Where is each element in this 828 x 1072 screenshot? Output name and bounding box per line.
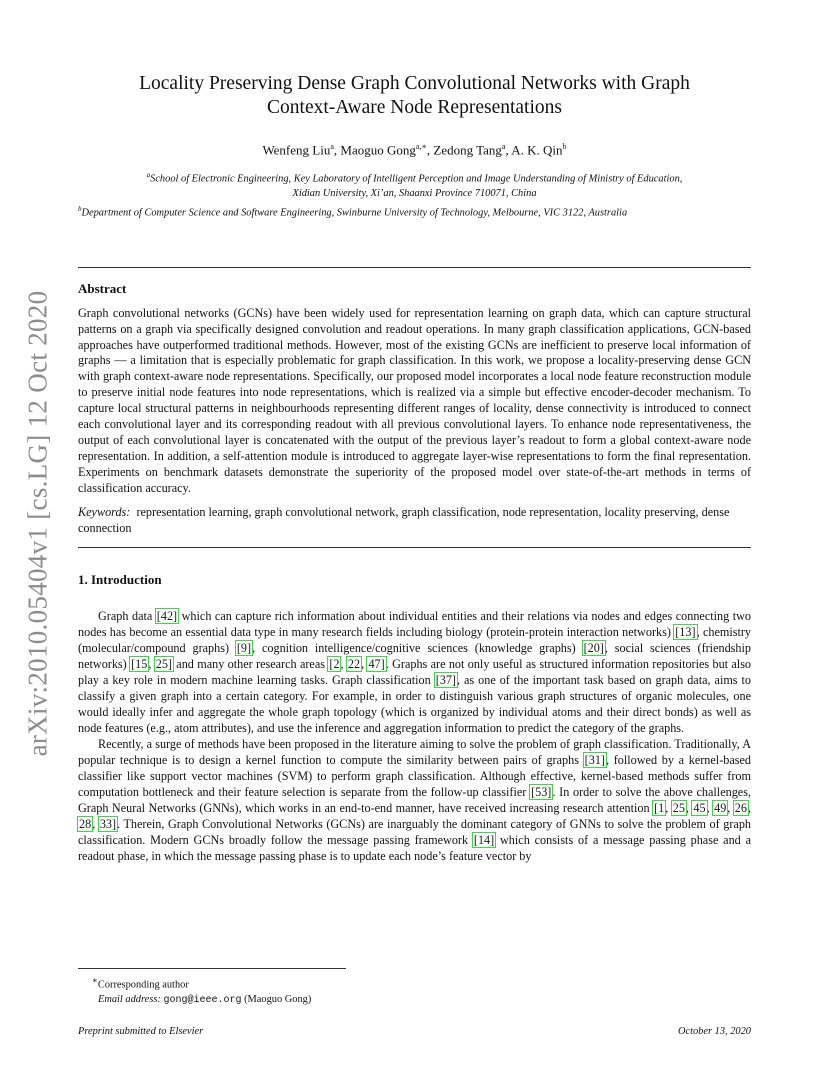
- paragraph-text: ,: [361, 657, 368, 672]
- paragraph-text: ,: [706, 801, 714, 816]
- abstract-top-rule: [78, 267, 751, 268]
- title-line-2: Context-Aware Node Representations: [267, 97, 562, 118]
- citation-link[interactable]: [2: [329, 657, 340, 672]
- paragraph-text: ,: [665, 801, 672, 816]
- email-owner: (Maoguo Gong): [244, 993, 312, 1005]
- paragraph-text: , followed by a kernel-based classifier like support vector machines (SVM) to perform graph classification. Although effective, kernel-based methods suffer from computation bottleneck and their feature selection is separate from the follow-up classifier: [78, 753, 752, 800]
- page-footer: [78, 1026, 751, 1037]
- citation-link[interactable]: [53]: [531, 785, 552, 800]
- footnote-mark: ∗: [92, 975, 98, 985]
- paragraph-text: ,: [148, 657, 155, 672]
- author-affil-mark: a: [501, 142, 506, 151]
- citation-link[interactable]: 45: [693, 801, 706, 816]
- citation-link[interactable]: [9]: [236, 641, 252, 656]
- citation-link[interactable]: 25: [672, 801, 685, 816]
- affiliation-b: [78, 202, 751, 221]
- paragraph-text: ,: [727, 801, 734, 816]
- affiliation-a-line1: School of Electronic Engineering, Key Laboratory of Intelligent Perception and Image Understanding of Ministry of Education,: [150, 173, 683, 185]
- citation-link[interactable]: [13]: [675, 625, 696, 640]
- citation-link[interactable]: 22: [347, 657, 361, 672]
- affiliation-a: [78, 168, 751, 201]
- citation-link[interactable]: 49: [714, 801, 727, 816]
- title-line-1: Locality Preserving Dense Graph Convolutional Networks with Graph: [139, 73, 690, 94]
- citation-link[interactable]: 28: [79, 817, 92, 832]
- intro-paragraph-1: [78, 608, 751, 736]
- keywords-text: representation learning, graph convolutional network, graph classification, node representation, locality preserving, dense connection: [78, 504, 730, 535]
- author-affil-mark: a,∗: [415, 142, 427, 151]
- affiliations: [78, 168, 751, 220]
- paragraph-text: , as one of the important task based on graph data, aims to classify a given graph into a certain category. For example, in order to distinguish various graph structures of organic molecules, one would ideally infer and aggregate the whole graph topology (which is organized by individual atoms and their direct bonds) as well as node features (e.g., atom attributes), and use the inference and aggregation information to predict the category of the graphs.: [78, 673, 751, 736]
- footnote-text: Corresponding author: [97, 979, 189, 991]
- paragraph-text: ,: [747, 801, 752, 816]
- author-name: Zedong Tang: [433, 142, 502, 158]
- paragraph-text: Recently, a surge of methods have been proposed in the literature aiming to solve the problem of graph classification. Traditionally, A popular technique is to design a kernel function to compute the similarity between pairs of graphs: [78, 737, 751, 768]
- arxiv-identifier-text: arXiv:2010.05404v1 [cs.LG] 12 Oct 2020: [22, 290, 53, 756]
- email-address-link[interactable]: gong@ieee.org: [163, 994, 242, 1006]
- citation-link[interactable]: 26: [734, 801, 747, 816]
- paragraph-text: , chemistry (molecular/compound graphs): [78, 625, 752, 656]
- paragraph-text: . Graphs are not only useful as structured information repositories but also play a key role in modern machine learning tasks. Graph classification: [78, 657, 752, 688]
- keywords: [78, 505, 751, 537]
- paragraph-text: ,: [340, 657, 347, 672]
- footnote-email: [78, 993, 311, 1009]
- footer-date: October 13, 2020: [677, 1026, 751, 1037]
- affiliation-b-mark: b: [78, 204, 82, 213]
- intro-paragraph-2: [78, 736, 751, 864]
- citation-link[interactable]: 47]: [368, 657, 385, 672]
- citation-link[interactable]: 33]: [99, 817, 117, 832]
- author-name: A. K. Qin: [511, 142, 563, 158]
- keywords-label: Keywords:: [78, 504, 131, 519]
- affiliation-a-mark: a: [146, 171, 151, 180]
- abstract-bottom-rule: [78, 547, 751, 548]
- author-affil-mark: a: [330, 142, 334, 151]
- abstract-heading: Abstract: [78, 280, 127, 296]
- paragraph-text: which can capture rich information about individual entities and their relations via nodes and edges connecting two nodes has become an essential data type in many research fields including biology (protein-protein interaction networks): [78, 609, 751, 640]
- paragraph-text: . In order to solve the above challenges, Graph Neural Networks (GNNs), which works in an end-to-end manner, have received increasing research attention: [78, 785, 751, 816]
- paragraph-text: ,: [92, 817, 99, 832]
- paragraph-text: and many other research areas: [172, 657, 329, 672]
- citation-link[interactable]: [1: [654, 801, 665, 816]
- section-heading-introduction: 1. Introduction: [78, 572, 162, 588]
- introduction-body: [78, 608, 751, 864]
- author-name: Wenfeng Liu: [262, 142, 331, 158]
- author-affil-mark: b: [562, 142, 567, 151]
- citation-link[interactable]: [31]: [584, 753, 605, 768]
- arxiv-identifier-stamp: [16, 288, 60, 758]
- citation-link[interactable]: [42]: [156, 609, 178, 624]
- citation-link[interactable]: [15: [131, 657, 148, 672]
- footnotes: [78, 973, 311, 1008]
- footnote-corresponding: [78, 973, 311, 993]
- citation-link[interactable]: [37]: [435, 673, 456, 688]
- affiliation-a-line2: Xidian University, Xi’an, Shaanxi Province 710071, China: [292, 188, 537, 200]
- author-name: Maoguo Gong: [340, 142, 416, 158]
- citation-link[interactable]: 25]: [155, 657, 172, 672]
- email-label: Email address:: [98, 993, 161, 1005]
- citation-link[interactable]: [14]: [473, 833, 495, 848]
- paragraph-text: Graph data: [98, 609, 156, 624]
- paragraph-text: . Therein, Graph Convolutional Networks (GCNs) are inarguably the dominant category of GNNs to solve the problem of graph classification. Modern GCNs broadly follow the message passing framework: [78, 817, 752, 848]
- citation-link[interactable]: [20]: [583, 641, 604, 656]
- paragraph-text: , cognition intelligence/cognitive sciences (knowledge graphs): [252, 641, 583, 656]
- author-list: Wenfeng Liu$^a$, Maoguo Gong$^{a,∗}$, Zedong Tang$^a$, A. K. Qin$^b$: [262, 142, 567, 158]
- paragraph-text: which consists of a message passing phase and a readout phase, in which the message passing phase is to update each node’s feature vector by: [78, 833, 751, 864]
- paper-page: [78, 0, 751, 864]
- affiliation-b-line: Department of Computer Science and Software Engineering, Swinburne University of Technology, Melbourne, VIC 3122, Australia: [81, 207, 628, 219]
- paper-title: [78, 72, 751, 120]
- footer-preprint-note: Preprint submitted to Elsevier: [78, 1026, 204, 1037]
- abstract-text: Graph convolutional networks (GCNs) have been widely used for representation learning on graph data, which can capture structural patterns on a graph via specifically designed convolution and readout operations. In many graph classification applications, GCN-based approaches have outperformed traditional methods. However, most of the existing GCNs are inefficient to preserve local information of graphs — a limitation that is especially problematic for graph classification. In this work, we propose a locality-preserving dense GCN with graph context-aware node representations. Specifically, our proposed model incorporates a local node feature reconstruction module to preserve initial node features into node representations, which is realized via a simple but effective encoder-decoder mechanism. To capture local structural patterns in neighbourhoods representing different ranges of locality, dense connectivity is introduced to connect each convolutional layer and its corresponding readout with all previous convolutional layers. To enhance node representativeness, the output of each convolutional layer is concatenated with the output of the previous layer’s readout to form a global context-aware node representation. In addition, a self-attention module is introduced to aggregate layer-wise representations to form the final representation. Experiments on benchmark datasets demonstrate the superiority of the proposed model over state-of-the-art methods in terms of classification accuracy.: [78, 305, 751, 495]
- paragraph-text: ,: [685, 801, 693, 816]
- footnote-rule: [78, 968, 346, 969]
- paragraph-text: , social sciences (friendship networks): [78, 641, 751, 672]
